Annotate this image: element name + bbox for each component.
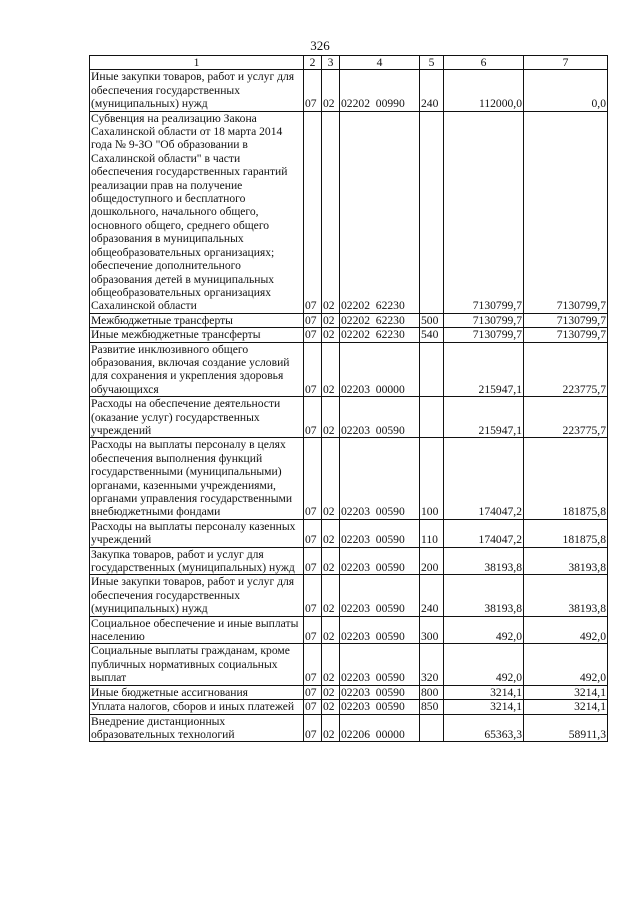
target-article-code: 02203 00590	[340, 575, 420, 616]
expense-type-code	[420, 342, 444, 397]
section-code: 07	[304, 644, 322, 685]
section-code: 07	[304, 616, 322, 644]
section-code: 07	[304, 70, 322, 111]
expense-type-code: 200	[420, 547, 444, 575]
amount-col6: 7130799,7	[444, 111, 524, 313]
table-row	[90, 70, 608, 111]
table-row	[90, 685, 608, 699]
subsection-code: 02	[322, 685, 340, 699]
expense-type-code: 240	[420, 575, 444, 616]
target-article-code: 02203 00590	[340, 685, 420, 699]
table-row	[90, 342, 608, 397]
expense-name: Социальные выплаты гражданам, кроме публичных нормативных социальных выплат	[90, 644, 304, 685]
subsection-code: 02	[322, 328, 340, 342]
column-header: 2	[304, 56, 322, 70]
section-code: 07	[304, 714, 322, 742]
table-row	[90, 547, 608, 575]
amount-col6: 3214,1	[444, 700, 524, 714]
expense-type-code: 110	[420, 519, 444, 547]
expense-type-code: 500	[420, 313, 444, 327]
section-code: 07	[304, 575, 322, 616]
expense-name: Иные межбюджетные трансферты	[90, 328, 304, 342]
expense-name: Иные закупки товаров, работ и услуг для обеспечения государственных (муниципальных) нужд	[90, 575, 304, 616]
table-row	[90, 328, 608, 342]
table-row	[90, 313, 608, 327]
subsection-code: 02	[322, 575, 340, 616]
table-row	[90, 616, 608, 644]
amount-col6: 7130799,7	[444, 313, 524, 327]
expense-type-code: 300	[420, 616, 444, 644]
column-header: 5	[420, 56, 444, 70]
amount-col6: 38193,8	[444, 547, 524, 575]
subsection-code: 02	[322, 70, 340, 111]
expense-type-code: 800	[420, 685, 444, 699]
expense-type-code: 240	[420, 70, 444, 111]
expense-type-code	[420, 111, 444, 313]
section-code: 07	[304, 313, 322, 327]
subsection-code: 02	[322, 397, 340, 438]
section-code: 07	[304, 328, 322, 342]
page-number: 326	[310, 38, 330, 53]
section-code: 07	[304, 111, 322, 313]
subsection-code: 02	[322, 616, 340, 644]
target-article-code: 02203 00590	[340, 644, 420, 685]
expense-type-code: 320	[420, 644, 444, 685]
amount-col6: 174047,2	[444, 438, 524, 519]
expense-type-code: 850	[420, 700, 444, 714]
amount-col7: 223775,7	[524, 397, 608, 438]
amount-col6: 7130799,7	[444, 328, 524, 342]
subsection-code: 02	[322, 714, 340, 742]
amount-col7: 38193,8	[524, 575, 608, 616]
expense-name: Иные бюджетные ассигнования	[90, 685, 304, 699]
expense-type-code	[420, 714, 444, 742]
table-row	[90, 644, 608, 685]
amount-col7: 7130799,7	[524, 328, 608, 342]
subsection-code: 02	[322, 547, 340, 575]
target-article-code: 02203 00590	[340, 519, 420, 547]
expense-name: Внедрение дистанционных образовательных технологий	[90, 714, 304, 742]
amount-col6: 215947,1	[444, 342, 524, 397]
amount-col7: 3214,1	[524, 700, 608, 714]
target-article-code: 02203 00590	[340, 397, 420, 438]
table-row	[90, 714, 608, 742]
target-article-code: 02202 62230	[340, 111, 420, 313]
section-code: 07	[304, 438, 322, 519]
amount-col7: 3214,1	[524, 685, 608, 699]
expense-name: Иные закупки товаров, работ и услуг для обеспечения государственных (муниципальных) нужд	[90, 70, 304, 111]
subsection-code: 02	[322, 700, 340, 714]
amount-col6: 492,0	[444, 644, 524, 685]
section-code: 07	[304, 700, 322, 714]
expense-name: Межбюджетные трансферты	[90, 313, 304, 327]
amount-col7: 58911,3	[524, 714, 608, 742]
expense-name: Развитие инклюзивного общего образования, включая создание условий для сохранения и укрепления здоровья обучающихся	[90, 342, 304, 397]
target-article-code: 02203 00590	[340, 438, 420, 519]
section-code: 07	[304, 397, 322, 438]
amount-col6: 65363,3	[444, 714, 524, 742]
amount-col6: 3214,1	[444, 685, 524, 699]
table-row	[90, 397, 608, 438]
section-code: 07	[304, 547, 322, 575]
expense-name: Расходы на обеспечение деятельности (оказание услуг) государственных учреждений	[90, 397, 304, 438]
target-article-code: 02202 62230	[340, 328, 420, 342]
amount-col7: 181875,8	[524, 438, 608, 519]
amount-col7: 223775,7	[524, 342, 608, 397]
amount-col7: 7130799,7	[524, 313, 608, 327]
section-code: 07	[304, 342, 322, 397]
column-header: 6	[444, 56, 524, 70]
expense-type-code: 100	[420, 438, 444, 519]
target-article-code: 02202 00990	[340, 70, 420, 111]
target-article-code: 02202 62230	[340, 313, 420, 327]
table-row	[90, 519, 608, 547]
amount-col6: 492,0	[444, 616, 524, 644]
budget-table	[89, 55, 608, 742]
amount-col7: 0,0	[524, 70, 608, 111]
column-header: 7	[524, 56, 608, 70]
amount-col6: 112000,0	[444, 70, 524, 111]
amount-col7: 492,0	[524, 644, 608, 685]
amount-col6: 174047,2	[444, 519, 524, 547]
column-header: 1	[90, 56, 304, 70]
subsection-code: 02	[322, 438, 340, 519]
subsection-code: 02	[322, 342, 340, 397]
subsection-code: 02	[322, 111, 340, 313]
table-header-row	[90, 56, 608, 70]
target-article-code: 02203 00000	[340, 342, 420, 397]
amount-col7: 181875,8	[524, 519, 608, 547]
column-header: 3	[322, 56, 340, 70]
target-article-code: 02203 00590	[340, 616, 420, 644]
target-article-code: 02206 00000	[340, 714, 420, 742]
target-article-code: 02203 00590	[340, 700, 420, 714]
subsection-code: 02	[322, 313, 340, 327]
table-row	[90, 438, 608, 519]
table-row	[90, 111, 608, 313]
expense-name: Социальное обеспечение и иные выплаты населению	[90, 616, 304, 644]
amount-col7: 7130799,7	[524, 111, 608, 313]
expense-name: Расходы на выплаты персоналу казенных учреждений	[90, 519, 304, 547]
amount-col6: 38193,8	[444, 575, 524, 616]
target-article-code: 02203 00590	[340, 547, 420, 575]
table-row	[90, 700, 608, 714]
expense-type-code	[420, 397, 444, 438]
section-code: 07	[304, 519, 322, 547]
expense-name: Уплата налогов, сборов и иных платежей	[90, 700, 304, 714]
subsection-code: 02	[322, 644, 340, 685]
amount-col6: 215947,1	[444, 397, 524, 438]
amount-col7: 492,0	[524, 616, 608, 644]
column-header: 4	[340, 56, 420, 70]
expense-name: Расходы на выплаты персоналу в целях обеспечения выполнения функций государственными (муниципальными) органами, казенными учреждениями, органами управления государственными внебюджетными фондами	[90, 438, 304, 519]
table-row	[90, 575, 608, 616]
expense-name: Субвенция на реализацию Закона Сахалинской области от 18 марта 2014 года № 9-ЗО "Об образовании в Сахалинской области" в части обеспечения государственных гарантий реализации прав на получение общедоступного и бесплатного дошкольного, начального общего, основного общего, среднего общего образования в муниципальных общеобразовательных организациях; обеспечение дополнительного образования детей в муниципальных общеобразовательных организациях Сахалинской области	[90, 111, 304, 313]
amount-col7: 38193,8	[524, 547, 608, 575]
expense-name: Закупка товаров, работ и услуг для государственных (муниципальных) нужд	[90, 547, 304, 575]
expense-type-code: 540	[420, 328, 444, 342]
subsection-code: 02	[322, 519, 340, 547]
section-code: 07	[304, 685, 322, 699]
